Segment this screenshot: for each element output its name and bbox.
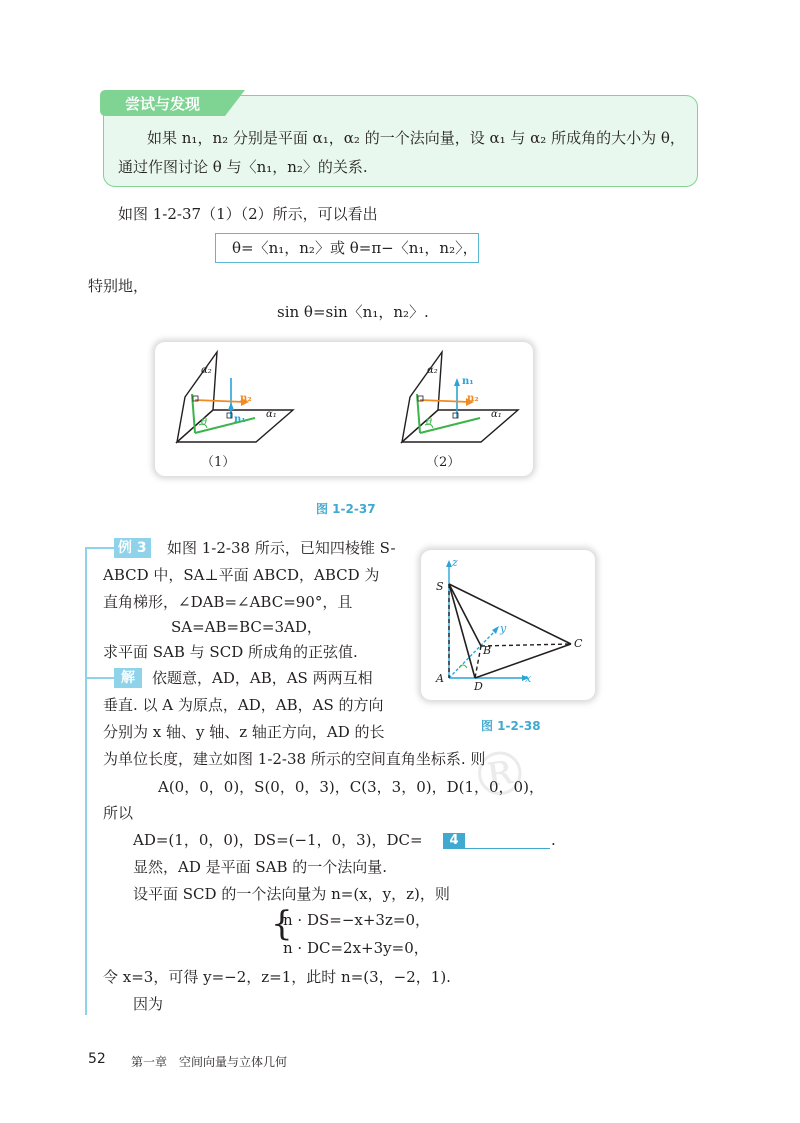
fig1-alpha2: α₂ [201, 365, 212, 376]
fig2-n2: n₂ [467, 393, 479, 404]
solution-tag-line [85, 677, 115, 679]
fig1-n1: n₁ [234, 414, 246, 425]
solution-line-1: 依题意，AD，AB，AS 两两互相 [152, 669, 373, 687]
solution-coords: A(0，0，0)，S(0，0，3)，C(3，3，0)，D(1，0，0)， [158, 778, 544, 796]
fig38-label-A: A [436, 672, 444, 685]
solution-vectors: AD=(1，0，0)，DS=(−1，0，3)，DC= [133, 831, 423, 849]
special-text: 特别地， [88, 277, 149, 295]
example-tag-line [85, 547, 115, 549]
system-brace: { [271, 904, 293, 944]
example-line-4: SA=AB=BC=3AD， [171, 618, 322, 636]
fig2-alpha1: α₁ [491, 409, 502, 420]
sub-figure-1 [177, 352, 293, 442]
example-tag: 例 3 [114, 538, 151, 558]
example-side-rule [85, 547, 87, 1015]
fig1-alpha1: α₁ [266, 409, 277, 420]
solution-line-4: 为单位长度，建立如图 1-2-38 所示的空间直角坐标系. 则 [103, 750, 486, 768]
fig38-label-y: y [500, 622, 507, 635]
example-line-3: 直角梯形，∠DAB=∠ABC=90°，且 [103, 593, 353, 611]
example-line-1: 如图 1-2-38 所示，已知四棱锥 S- [167, 539, 396, 557]
fig2-n1: n₁ [462, 376, 474, 387]
solution-because: 因为 [133, 995, 164, 1013]
watermark-symbol: ® [465, 736, 535, 814]
solution-let: 令 x=3，可得 y=−2，z=1，此时 n=(3，−2，1). [103, 968, 451, 986]
try-line-2: 通过作图讨论 θ 与〈n₁，n₂〉的关系. [118, 158, 368, 176]
solution-obvious: 显然，AD 是平面 SAB 的一个法向量. [133, 858, 388, 876]
solution-tag: 解 [114, 668, 142, 688]
figure-1-2-38-caption: 图 1-2-38 [481, 719, 541, 733]
solution-eq-2: n · DC=2x+3y=0， [283, 939, 429, 957]
fig38-label-C: C [574, 637, 583, 650]
example-line-5: 求平面 SAB 与 SCD 所成角的正弦值. [103, 643, 358, 661]
page-number: 52 [88, 1051, 106, 1067]
try-line-1: 如果 n₁，n₂ 分别是平面 α₁，α₂ 的一个法向量，设 α₁ 与 α₂ 所成角的大小为 θ， [147, 129, 685, 147]
solution-line-2: 垂直. 以 A 为原点，AD，AB，AS 的方向 [103, 696, 384, 714]
figure-1-2-37-caption: 图 1-2-37 [316, 502, 376, 516]
fig1-theta: θ [201, 417, 208, 428]
solution-vectors-end: . [551, 831, 556, 849]
answer-blank-line[interactable] [465, 848, 550, 849]
solution-eq-1: n · DS=−x+3z=0， [283, 911, 430, 929]
fig38-label-S: S [436, 580, 444, 593]
fig38-label-z: z [452, 556, 458, 569]
fig38-label-D: D [474, 680, 483, 693]
sin-formula: sin θ=sin〈n₁，n₂〉. [277, 303, 429, 321]
fig38-label-B: B [483, 644, 492, 657]
fig1-n2: n₂ [240, 393, 252, 404]
solution-line-3: 分别为 x 轴、y 轴、z 轴正方向，AD 的长 [103, 723, 385, 741]
fig38-label-x: x [525, 672, 532, 685]
fig2-theta: θ [426, 417, 433, 428]
chapter-title: 第一章 空间向量与立体几何 [131, 1055, 288, 1069]
fig1-sub-label-2: （2） [426, 455, 461, 470]
solution-set-normal: 设平面 SCD 的一个法向量为 n=(x，y，z)，则 [133, 885, 450, 903]
fig2-alpha2: α₂ [427, 365, 438, 376]
example-line-2: ABCD 中，SA⊥平面 ABCD，ABCD 为 [103, 566, 380, 584]
try-discover-title: 尝试与发现 [125, 95, 201, 113]
fig1-sub-label-1: （1） [201, 455, 236, 470]
answer-blank-number: 4 [443, 833, 465, 849]
solution-so: 所以 [103, 804, 134, 822]
intro-text: 如图 1-2-37（1）（2）所示，可以看出 [118, 205, 378, 223]
figure-1-2-38-diagram [421, 550, 595, 700]
sub-figure-2 [402, 352, 518, 442]
boxed-formula: θ=〈n₁，n₂〉或 θ=π−〈n₁，n₂〉， [232, 239, 478, 257]
